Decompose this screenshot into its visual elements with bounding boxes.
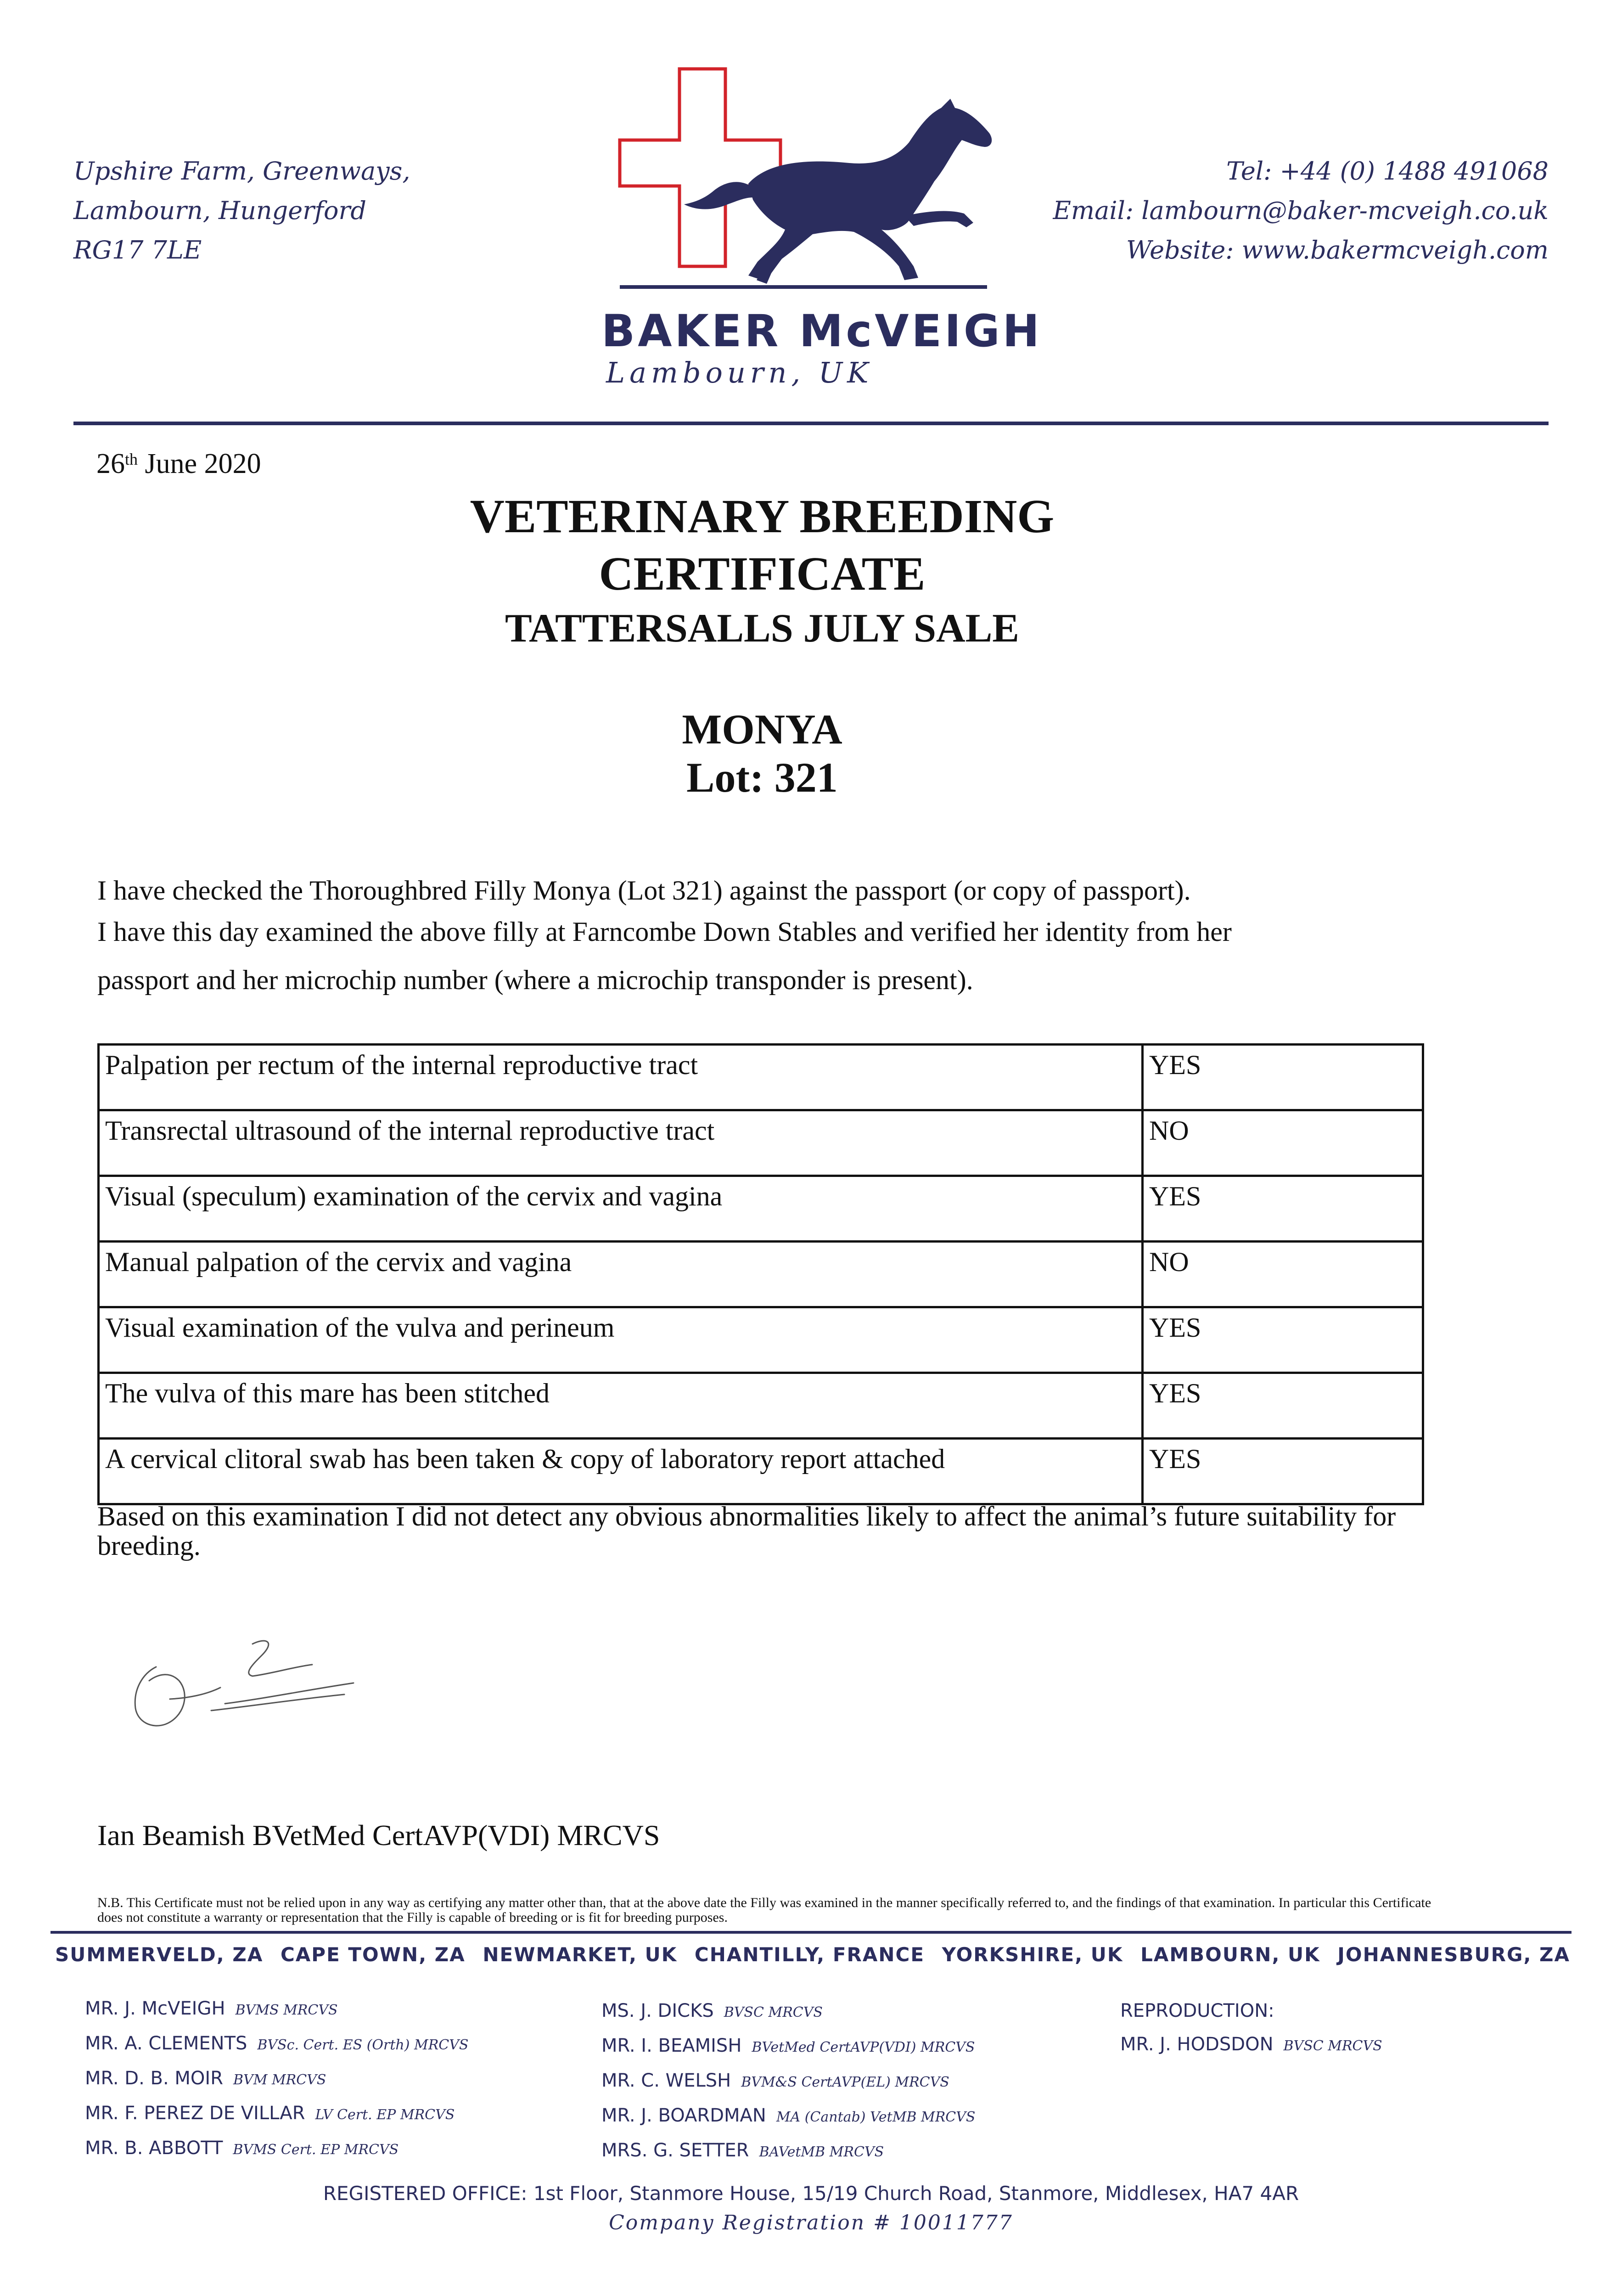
exam-result: NO — [1143, 1110, 1423, 1176]
reproduction-label: REPRODUCTION: — [1120, 2000, 1274, 2021]
address-block — [73, 152, 410, 270]
vet-entry — [601, 1994, 975, 2029]
exam-result: YES — [1143, 1176, 1423, 1242]
exam-item: The vulva of this mare has been stitched — [99, 1373, 1143, 1439]
table-row — [99, 1045, 1423, 1110]
office-location: YORKSHIRE, UK — [942, 1943, 1123, 1966]
exam-result: YES — [1143, 1045, 1423, 1110]
vet-name: MRS. G. SETTER — [601, 2140, 749, 2161]
website-line: Website: www.bakermcveigh.com — [1126, 236, 1549, 264]
vet-name: MR. J. HODSDON — [1120, 2034, 1274, 2055]
signatory-name: Ian Beamish BVetMed CertAVP(VDI) MRCVS — [97, 1819, 660, 1851]
table-row — [99, 1373, 1423, 1439]
certificate-date — [96, 448, 261, 480]
office-location: CAPE TOWN, ZA — [280, 1943, 466, 1966]
vet-qualifications: BVetMed CertAVP(VDI) MRCVS — [752, 2039, 975, 2055]
vet-qualifications: BVM&S CertAVP(EL) MRCVS — [741, 2074, 949, 2090]
exam-item: A cervical clitoral swab has been taken & copy of laboratory report attached — [99, 1439, 1143, 1504]
vet-entry — [601, 2029, 975, 2064]
certificate-title-line2: CERTIFICATE — [599, 547, 926, 600]
vet-name: MR. I. BEAMISH — [601, 2035, 742, 2056]
vet-entry — [85, 2062, 468, 2097]
vet-qualifications: LV Cert. EP MRCVS — [315, 2107, 455, 2123]
address-line: Upshire Farm, Greenways, — [73, 157, 410, 186]
examination-paragraph: I have this day examined the above filly at Farncombe Down Stables and verified her identity from her — [97, 917, 1232, 947]
vet-name: MR. J. McVEIGH — [85, 1998, 225, 2019]
conclusion-text: Based on this examination I did not detect any obvious abnormalities likely to affect the animal’s future suitability for breeding. — [97, 1501, 1396, 1561]
exam-result: YES — [1143, 1307, 1423, 1373]
intro-paragraph: I have checked the Thoroughbred Filly Monya (Lot 321) against the passport (or copy of passport). — [97, 875, 1191, 906]
exam-item: Visual examination of the vulva and perineum — [99, 1307, 1143, 1373]
vet-name: MR. D. B. MOIR — [85, 2068, 223, 2089]
vet-qualifications: BVMS Cert. EP MRCVS — [233, 2142, 399, 2158]
date-month-year: June 2020 — [138, 448, 261, 479]
vet-entry — [85, 2027, 468, 2062]
table-row — [99, 1176, 1423, 1242]
table-row — [99, 1307, 1423, 1373]
vet-name: MS. J. DICKS — [601, 2000, 714, 2021]
vet-qualifications: BVM MRCVS — [233, 2072, 326, 2088]
contact-block — [1053, 152, 1549, 270]
signature-image — [115, 1630, 372, 1750]
office-location: NEWMARKET, UK — [483, 1943, 678, 1966]
phone-line: Tel: +44 (0) 1488 491068 — [1226, 157, 1549, 186]
vet-list-column-3 — [1120, 1994, 1382, 2063]
vet-entry — [601, 2099, 975, 2134]
office-locations — [55, 1943, 1570, 1966]
table-row — [99, 1110, 1423, 1176]
vet-entry — [85, 2097, 468, 2132]
vet-entry — [85, 1992, 468, 2027]
vet-qualifications: BVSC MRCVS — [724, 2004, 823, 2020]
vet-entry — [601, 2134, 975, 2169]
vet-name: MR. A. CLEMENTS — [85, 2033, 247, 2054]
horse-icon — [684, 99, 992, 284]
lot-number: Lot: 321 — [686, 754, 838, 801]
address-line: RG17 7LE — [73, 236, 202, 264]
exam-result: YES — [1143, 1439, 1423, 1504]
table-row — [99, 1439, 1423, 1504]
date-suffix: th — [125, 450, 138, 468]
brand-location: Lambourn, UK — [606, 356, 873, 389]
office-location: JOHANNESBURG, ZA — [1337, 1943, 1570, 1966]
vet-list-column-2 — [601, 1994, 975, 2169]
address-line: Lambourn, Hungerford — [73, 196, 366, 225]
exam-item: Transrectal ultrasound of the internal reproductive tract — [99, 1110, 1143, 1176]
brand-name: BAKER McVEIGH — [601, 305, 1042, 357]
office-location: CHANTILLY, FRANCE — [694, 1943, 925, 1966]
vet-qualifications: BAVetMB MRCVS — [759, 2144, 884, 2160]
vet-list-column-1 — [85, 1992, 468, 2167]
examination-paragraph-continued: passport and her microchip number (where a microchip transponder is present). — [97, 965, 973, 995]
horse-name: MONYA — [682, 706, 842, 753]
vet-qualifications: MA (Cantab) VetMB MRCVS — [776, 2109, 976, 2125]
registered-office: REGISTERED OFFICE: 1st Floor, Stanmore House, 15/19 Church Road, Stanmore, Middlesex, HA7 4AR — [323, 2182, 1299, 2205]
exam-result: YES — [1143, 1373, 1423, 1439]
date-day: 26 — [96, 448, 125, 479]
table-row — [99, 1242, 1423, 1307]
footer-divider — [51, 1931, 1571, 1934]
vet-name: MR. B. ABBOTT — [85, 2138, 223, 2159]
examination-table — [97, 1043, 1424, 1505]
office-location: LAMBOURN, UK — [1140, 1943, 1320, 1966]
sale-title: TATTERSALLS JULY SALE — [505, 606, 1019, 651]
vet-qualifications: BVSc. Cert. ES (Orth) MRCVS — [257, 2037, 469, 2053]
company-registration: Company Registration # 10011777 — [609, 2211, 1013, 2234]
vet-entry — [601, 2064, 975, 2099]
office-location: SUMMERVELD, ZA — [55, 1943, 264, 1966]
exam-item: Visual (speculum) examination of the cervix and vagina — [99, 1176, 1143, 1242]
exam-item: Palpation per rectum of the internal reproductive tract — [99, 1045, 1143, 1110]
vet-name: MR. C. WELSH — [601, 2070, 731, 2091]
vet-entry — [85, 2132, 468, 2167]
vet-entry — [1120, 2028, 1382, 2063]
header-divider — [73, 422, 1549, 425]
exam-result: NO — [1143, 1242, 1423, 1307]
red-cross-outline — [620, 69, 780, 266]
vet-qualifications: BVSC MRCVS — [1283, 2038, 1382, 2054]
vet-qualifications: BVMS MRCVS — [235, 2002, 338, 2018]
vet-name: MR. J. BOARDMAN — [601, 2105, 766, 2126]
email-line: Email: lambourn@baker-mcveigh.co.uk — [1053, 196, 1549, 225]
certificate-title: VETERINARY BREEDING — [470, 490, 1055, 543]
exam-item: Manual palpation of the cervix and vagina — [99, 1242, 1143, 1307]
vet-name: MR. F. PEREZ DE VILLAR — [85, 2103, 305, 2124]
disclaimer-note: N.B. This Certificate must not be relied upon in any way as certifying any matter other than, that at the above date the Filly was examined in the manner specifically referred to, and the findings of that examination. In particular this Certificate does not constitute a warranty or representation that the Filly is capable of breeding or is fit for breeding purposes. — [97, 1895, 1431, 1925]
